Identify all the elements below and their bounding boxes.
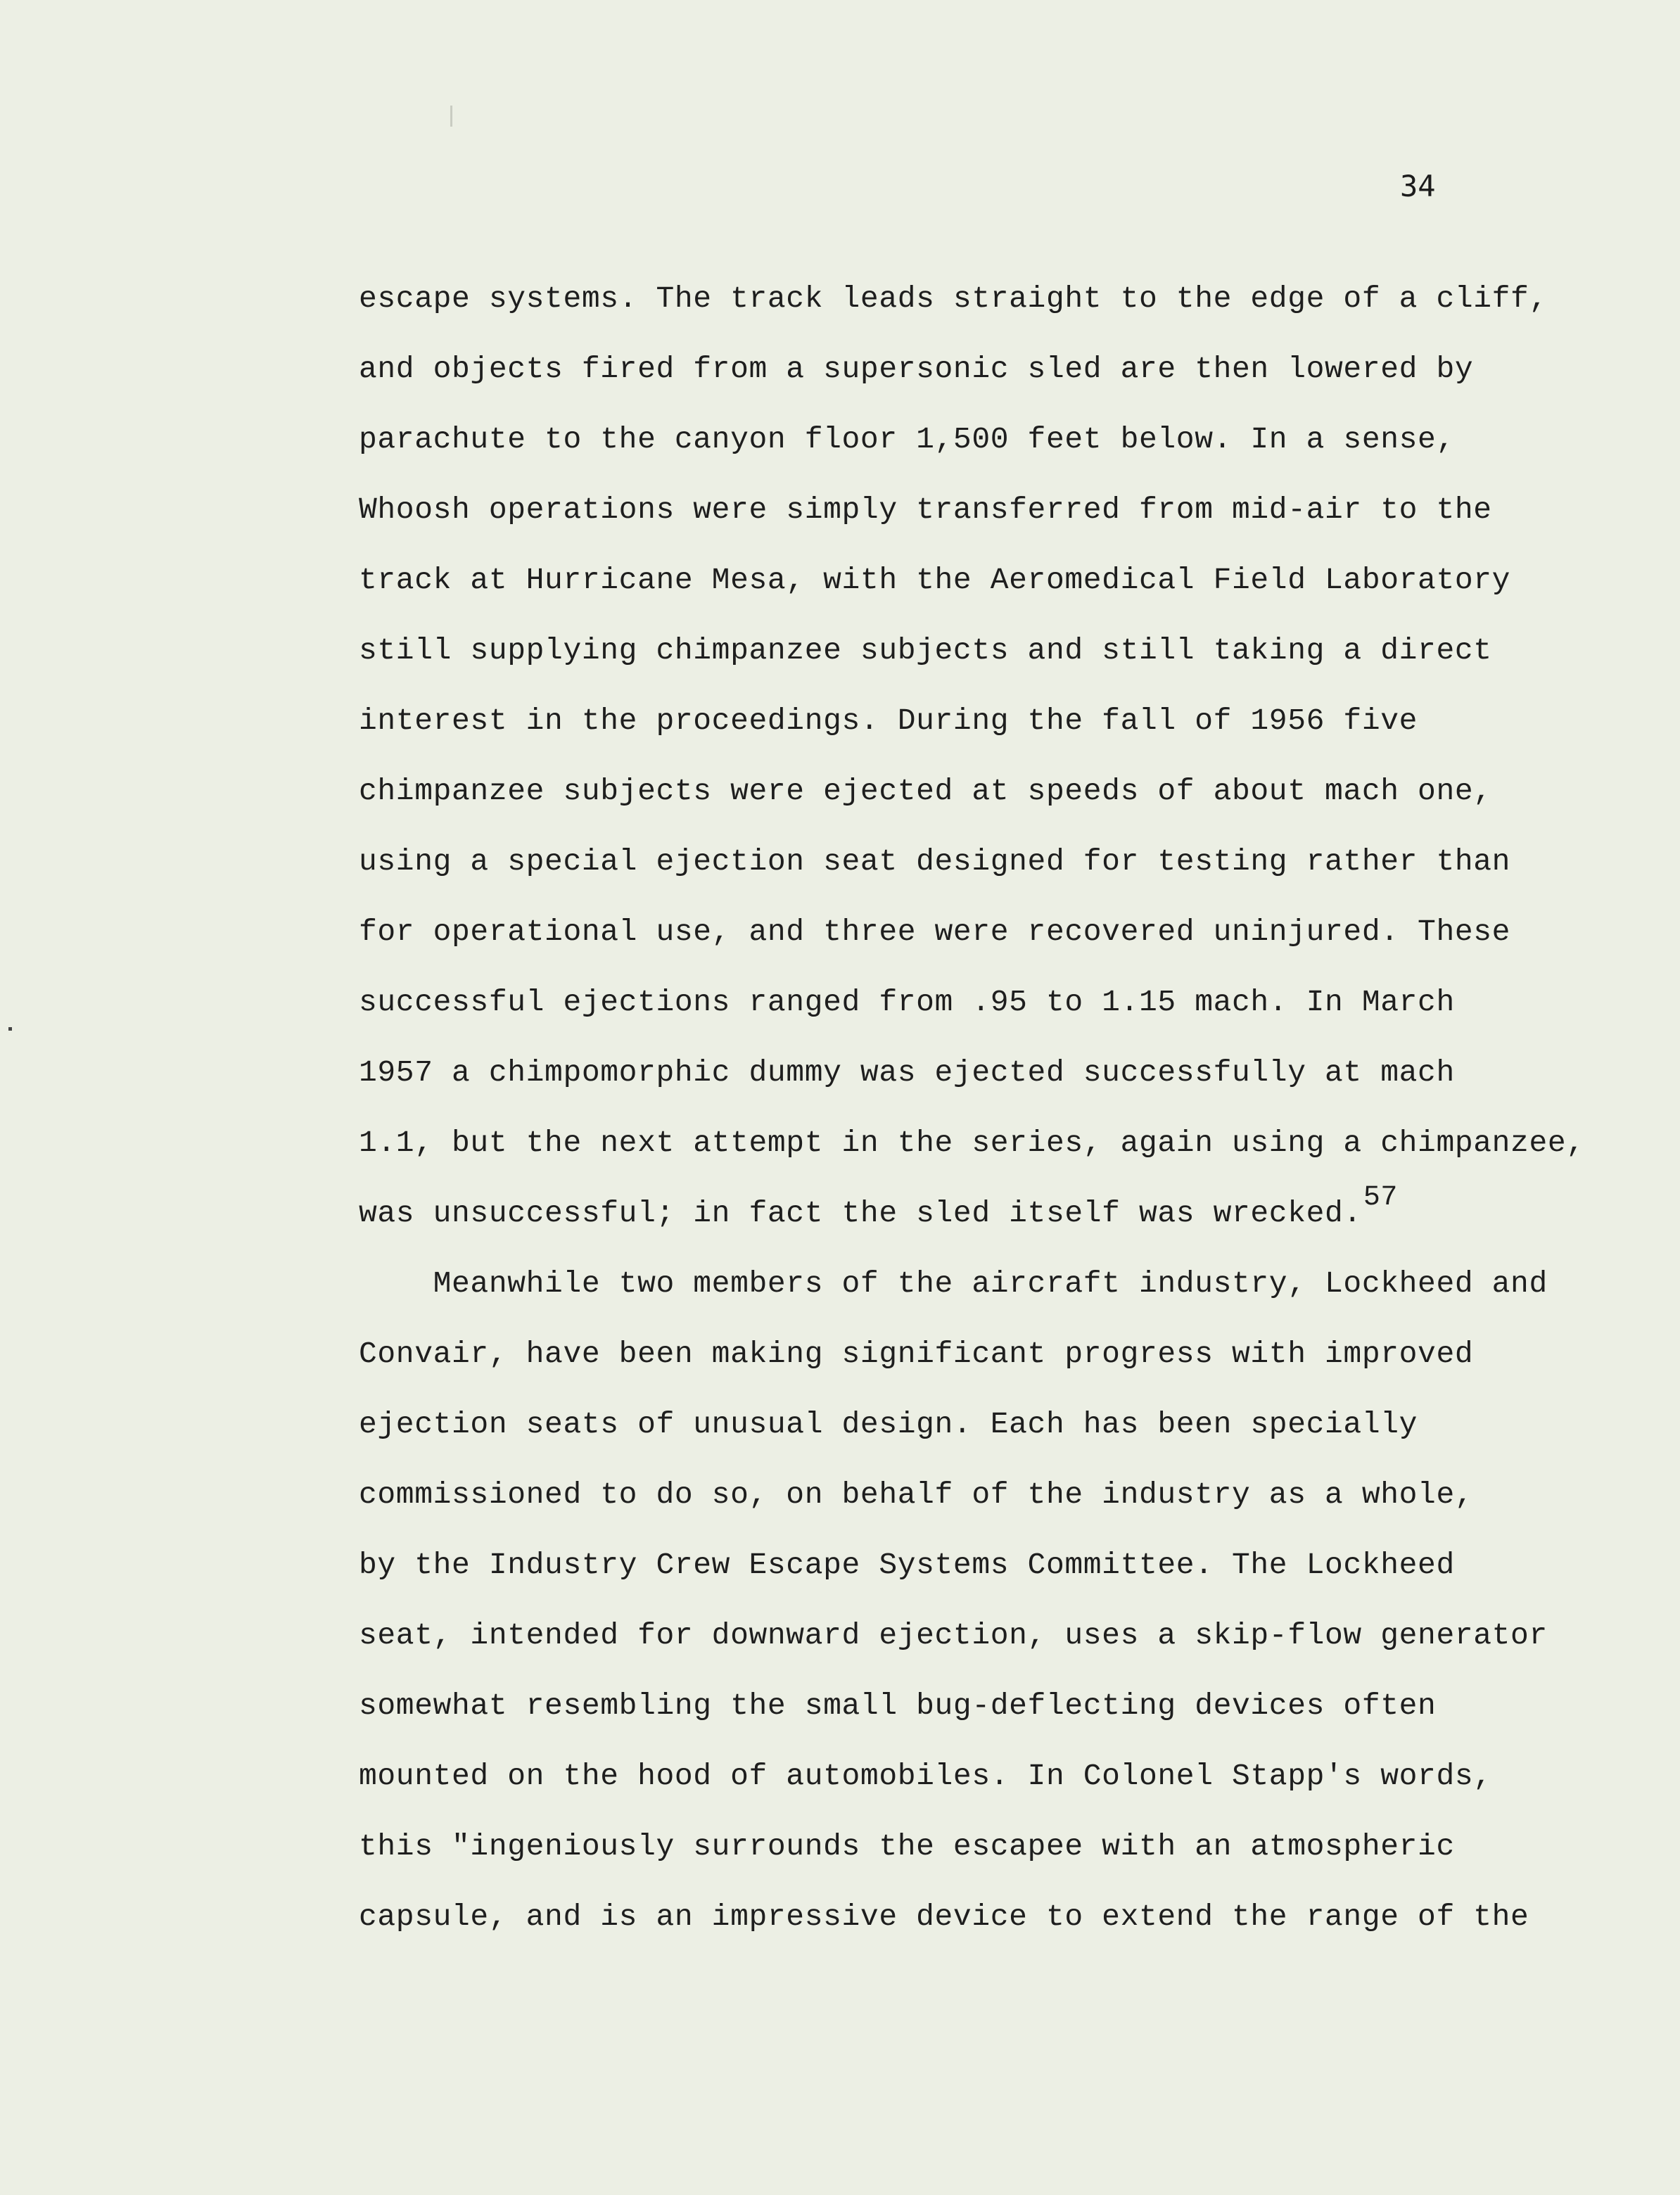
text-line: track at Hurricane Mesa, with the Aeromedical Field Laboratory [359, 563, 1511, 597]
text-line: mounted on the hood of automobiles. In Colonel Stapp's words, [359, 1759, 1492, 1793]
text-line: and objects fired from a supersonic sled are then lowered by [359, 352, 1474, 386]
text-line: successful ejections ranged from .95 to 1.15 mach. In March [359, 985, 1455, 1019]
text-line: this "ingeniously surrounds the escapee with an atmospheric [359, 1829, 1455, 1864]
paragraph-start-line: Meanwhile two members of the aircraft industry, Lockheed and [359, 1266, 1548, 1301]
footnote-reference: 57 [1363, 1182, 1399, 1214]
text-line: 1957 a chimpomorphic dummy was ejected successfully at mach [359, 1055, 1455, 1090]
scan-speck [450, 106, 452, 127]
text-line: Whoosh operations were simply transferred from mid-air to the [359, 492, 1492, 527]
text-line: 1.1, but the next attempt in the series, again using a chimpanzee, [359, 1126, 1585, 1160]
text-line: somewhat resembling the small bug-deflecting devices often [359, 1688, 1437, 1723]
text-line: commissioned to do so, on behalf of the industry as a whole, [359, 1477, 1474, 1512]
text-line: Convair, have been making significant progress with improved [359, 1337, 1474, 1371]
text-line: by the Industry Crew Escape Systems Committee. The Lockheed [359, 1548, 1455, 1582]
text-line: was unsuccessful; in fact the sled itself was wrecked. [359, 1196, 1362, 1230]
text-line: chimpanzee subjects were ejected at speeds of about mach one, [359, 774, 1492, 808]
text-line: ejection seats of unusual design. Each has been specially [359, 1407, 1418, 1442]
page-number: 34 [1400, 169, 1436, 203]
text-line: using a special ejection seat designed for testing rather than [359, 844, 1511, 879]
scan-speck [8, 1027, 12, 1031]
text-line: for operational use, and three were recovered uninjured. These [359, 915, 1511, 949]
text-line: still supplying chimpanzee subjects and still taking a direct [359, 633, 1492, 668]
text-line-with-footnote [359, 1182, 1399, 1236]
text-line: seat, intended for downward ejection, uses a skip-flow generator [359, 1618, 1548, 1653]
text-line: capsule, and is an impressive device to extend the range of the [359, 1900, 1529, 1934]
text-line: escape systems. The track leads straight to the edge of a cliff, [359, 281, 1548, 316]
text-line: parachute to the canyon floor 1,500 feet below. In a sense, [359, 422, 1455, 457]
text-line: interest in the proceedings. During the fall of 1956 five [359, 704, 1418, 738]
